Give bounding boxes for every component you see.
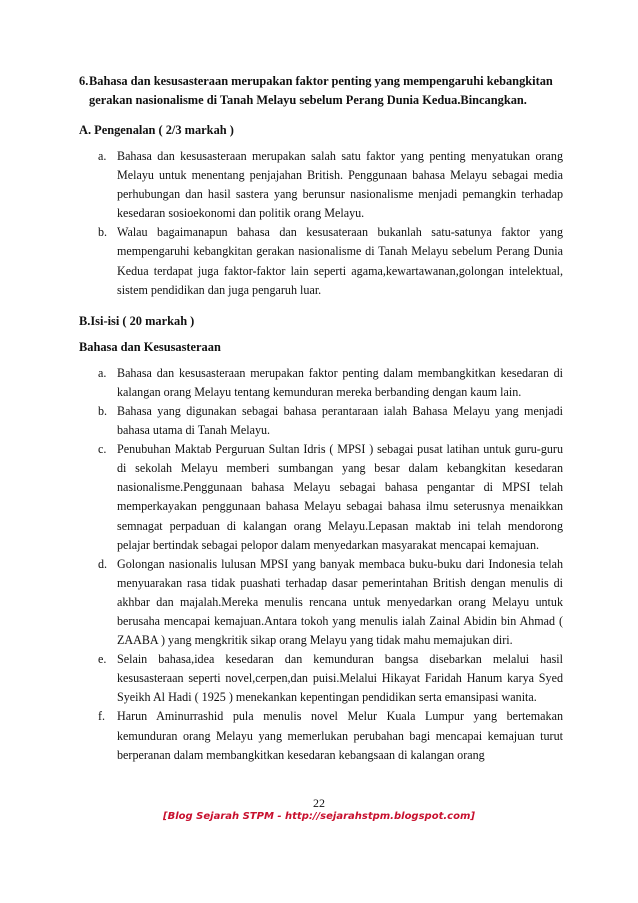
- item-marker: a.: [98, 365, 107, 380]
- item-marker: f.: [98, 709, 106, 724]
- section-b-list: [79, 364, 563, 765]
- list-item: [79, 650, 563, 707]
- question: [79, 72, 563, 110]
- list-item: [79, 707, 563, 764]
- section-a-heading: A. Pengenalan ( 2/3 markah ): [79, 123, 234, 137]
- item-text: Penubuhan Maktab Perguruan Sultan Idris ( MPSI ) sebagai pusat latihan untuk guru-guru di sekolah Melayu memberi sumbangan yang besar dalam kebangkitan kesedaran nasionalisme.Penggunaan bahasa Melayu sebagai bahasa pengantar di MPSI telah memperkayakan penggunaan bahasa Melayu sebagai bahasa ilmu seterusnya menaikkan semnagat perpaduan di kalangan orang Melayu.Lepasan maktab ini telah mendorong pelajar bertindak sebagai pelopor dalam menyedarkan masyarakat mencapai kemajuan.: [117, 442, 563, 552]
- item-marker: c.: [98, 442, 107, 457]
- list-item: [79, 223, 563, 299]
- section-b-heading: B.Isi-isi ( 20 markah ): [79, 313, 195, 328]
- question-text: Bahasa dan kesusasteraan merupakan faktor penting yang mempengaruhi kebangkitan gerakan nasionalisme di Tanah Melayu sebelum Perang Dunia Kedua.Bincangkan.: [89, 74, 553, 107]
- item-text: Bahasa dan kesusasteraan merupakan salah satu faktor yang penting menyatukan orang Melayu untuk menentang penjajahan British. Penggunaan bahasa Melayu sebagai media perhubungan dan hasil sastera yang berunsur nasionalisme menjadi pemangkin terhadap kesedaran sosioekonomi dan politik orang Melayu.: [117, 149, 563, 221]
- question-number: 6.: [79, 74, 89, 88]
- footer-blog-link[interactable]: [Blog Sejarah STPM - http://sejarahstpm.blogspot.com]: [163, 811, 475, 822]
- item-marker: b.: [98, 403, 108, 418]
- page-number: 22: [313, 796, 325, 810]
- item-text: Walau bagaimanapun bahasa dan kesusateraan bukanlah satu-satunya faktor yang mempengaruhi kebangkitan gerakan nasionalisme di Tanah Melayu sebelum Perang Dunia Kedua terdapat juga faktor-faktor lain seperti agama,kewartawanan,golongan intelektual, sistem pendidikan dan juga pengaruh luar.: [117, 225, 563, 297]
- list-item: [79, 555, 563, 650]
- item-marker: a.: [98, 149, 107, 163]
- section-a-list: [79, 147, 563, 300]
- page-content: [79, 72, 563, 777]
- item-text: Selain bahasa,idea kesedaran dan kemunduran bangsa disebarkan melalui hasil kesusasteraan seperti novel,cerpen,dan puisi.Melalui Hikayat Faridah Hanum karya Syed Syeikh Al Hadi ( 1925 ) menekankan kepentingan pendidikan serta emansipasi wanita.: [117, 652, 563, 705]
- list-item: [79, 440, 563, 555]
- list-item: [79, 364, 563, 402]
- item-text: Bahasa dan kesusasteraan merupakan faktor penting dalam membangkitkan kesedaran di kalangan orang Melayu tentang kemunduran mereka berbanding dengan kaum lain.: [117, 365, 563, 399]
- list-item: [79, 147, 563, 223]
- item-text: Bahasa yang digunakan sebagai bahasa perantaraan ialah Bahasa Melayu yang menjadi bahasa utama di Tanah Melayu.: [117, 403, 563, 438]
- section-b-subheading: Bahasa dan Kesusasteraan: [79, 339, 221, 354]
- item-marker: b.: [98, 225, 108, 240]
- list-item: [79, 402, 563, 440]
- item-text: Golongan nasionalis lulusan MPSI yang banyak membaca buku-buku dari Indonesia telah menyuarakan rasa tidak puashati terhadap dasar pemerintahan British dengan menulis di akhbar dan majalah.Mereka menulis rencana untuk menyedarkan orang Melayu untuk berusaha mencapai kemajuan.Antara tokoh yang menulis ialah Zainal Abidin bin Ahmad ( ZAABA ) yang mengkritik sikap orang Melayu yang tidak mahu memajukan diri.: [117, 556, 563, 648]
- item-marker: d.: [98, 556, 108, 571]
- item-text: Harun Aminurrashid pula menulis novel Melur Kuala Lumpur yang bertemakan kemunduran orang Melayu yang memerlukan perubahan bagi mencapai kemajuan turut berperanan dalam membangkitkan kesedaran kebangsaan di kalangan orang: [117, 709, 563, 762]
- item-marker: e.: [98, 652, 107, 667]
